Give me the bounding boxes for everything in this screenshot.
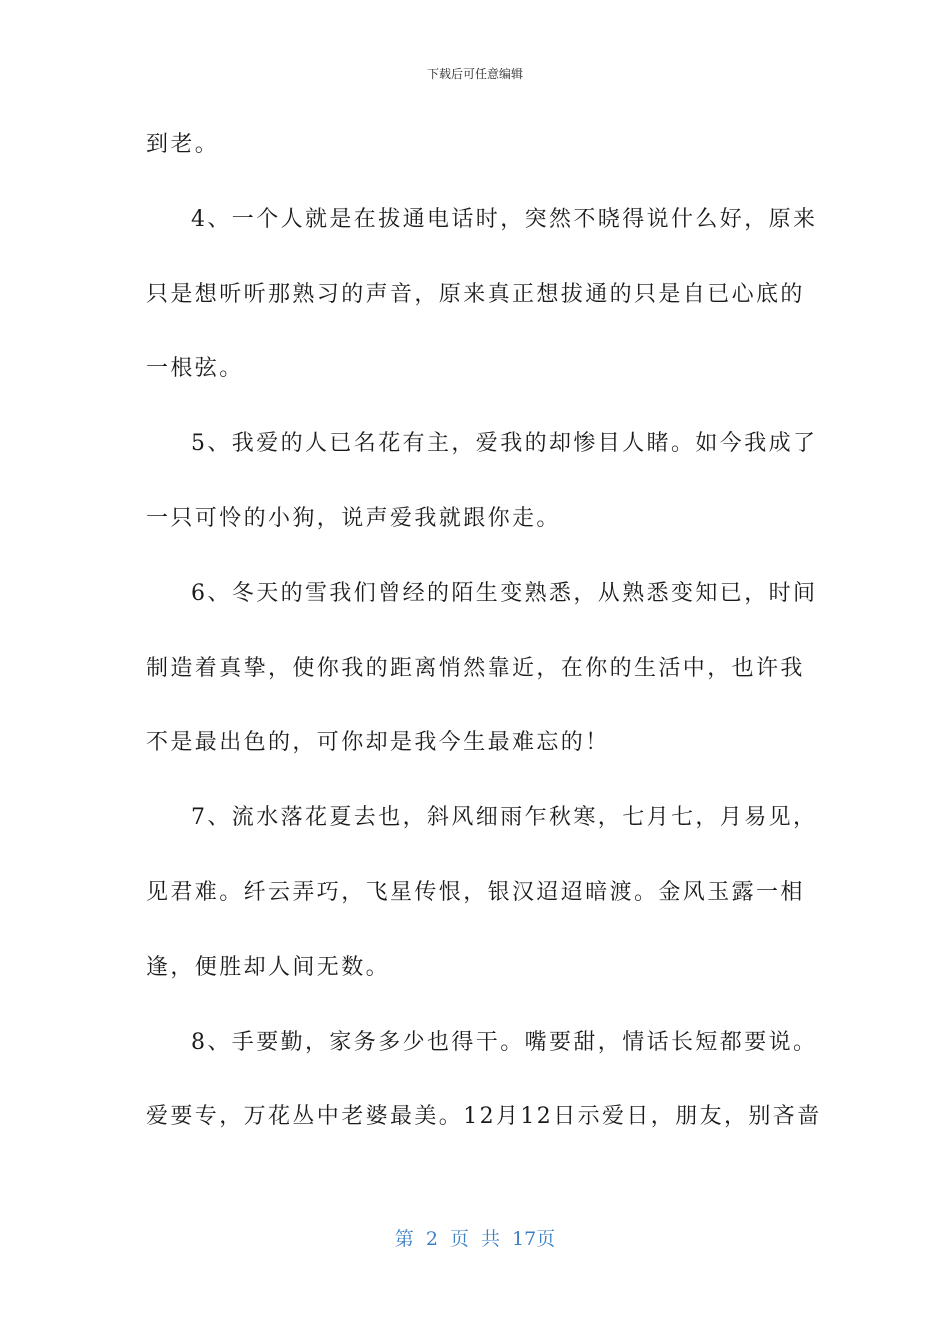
text-line-3: 只是想听听那熟习的声音，原来真正想拔通的只是自已心底的 xyxy=(146,281,805,307)
body-text xyxy=(146,125,822,1172)
text-line-8: 制造着真挚，使你我的距离悄然靠近，在你的生活中，也许我 xyxy=(146,655,805,681)
text-line-6: 一只可怜的小狗，说声爱我就跟你走。 xyxy=(146,505,561,531)
text-line-7: 6、冬天的雪我们曾经的陌生变熟悉，从熟悉变知已，时间 xyxy=(191,580,818,606)
text-line-14: 爱要专，万花丛中老婆最美。12月12日示爱日，朋友，别吝啬 xyxy=(146,1104,822,1130)
text-line-4: 一根弦。 xyxy=(146,356,244,382)
text-line-11: 见君难。纤云弄巧，飞星传恨，银汉迢迢暗渡。金风玉露一相 xyxy=(146,879,805,905)
text-line-5: 5、我爱的人已名花有主，爱我的却惨目人睹。如今我成了 xyxy=(191,431,818,457)
text-line-10: 7、流水落花夏去也，斜风细雨乍秋寒，七月七，月易见， xyxy=(191,805,818,831)
text-line-1: 到老。 xyxy=(146,132,220,157)
text-line-13: 8、手要勤，家务多少也得干。嘴要甜，情话长短都要说。 xyxy=(191,1029,818,1055)
page-number-footer: 第 2 页 共 17页 xyxy=(394,1228,556,1250)
text-line-12: 逢，便胜却人间无数。 xyxy=(146,954,391,980)
text-line-9: 不是最出色的，可你却是我今生最难忘的！ xyxy=(146,730,610,756)
text-line-2: 4、一个人就是在拔通电话时，突然不晓得说什么好，原来 xyxy=(191,206,818,232)
page-header: 下载后可任意编辑 xyxy=(426,67,523,81)
